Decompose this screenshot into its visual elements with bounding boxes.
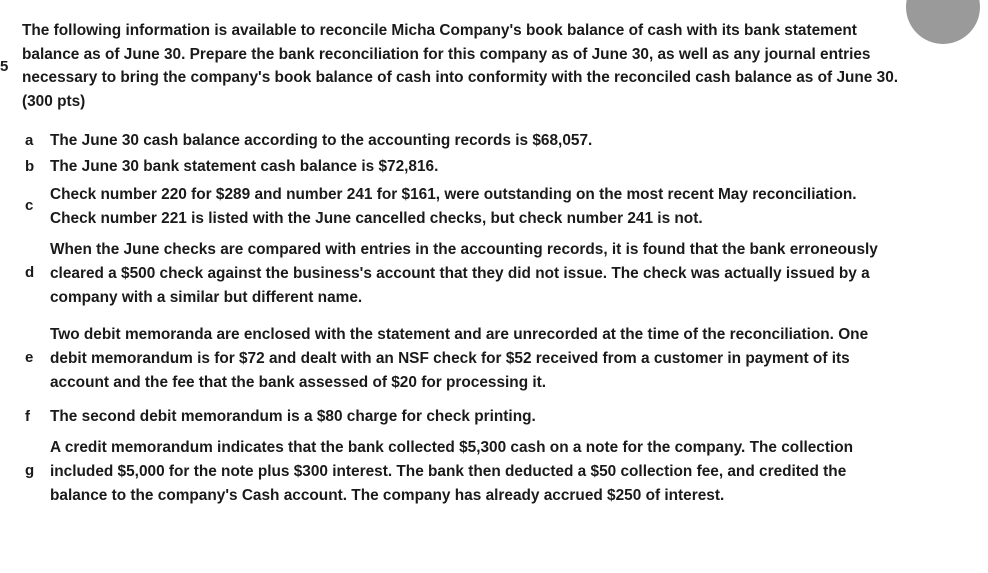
item-letter: b — [25, 158, 35, 175]
item-letter: g — [25, 462, 35, 479]
item-text: The second debit memorandum is a $80 charge for check printing. — [50, 408, 536, 425]
item-text: Check number 220 for $289 and number 241 for $161, were outstanding on the most recent May reconciliation. Check number 221 is listed with the June cancelled checks, but check number 241 is not. — [50, 186, 857, 227]
item-letter: c — [25, 197, 34, 214]
item-text: The June 30 cash balance according to the accounting records is $68,057. — [50, 132, 593, 149]
item-text: A credit memorandum indicates that the bank collected $5,300 cash on a note for the company. The collection included $5,000 for the note plus $300 interest. The bank then deducted a $50 collection fee, and credited the balance to the company's Cash account. The company has already accrued $250 of interest. — [50, 439, 854, 504]
item-text: When the June checks are compared with entries in the accounting records, it is found that the bank erroneously cleared a $500 check against the business's account that they did not issue. The check was actually issued by a company with a similar but different name. — [50, 241, 878, 306]
item-text: Two debit memoranda are enclosed with the statement and are unrecorded at the time of the reconciliation. One debit memorandum is for $72 and dealt with an NSF check for $52 received from a customer in payment of its account and the fee that the bank assessed of $20 for processing it. — [50, 326, 869, 391]
question-number: 5 — [0, 58, 9, 75]
question-intro: The following information is available to reconcile Micha Company's book balance of cash with its bank statement balance as of June 30. Prepare the bank reconciliation for this company as of June 30, as well as any journal entries necessary to bring the company's book balance of cash into conformity with the reconciled cash balance as of June 30. (300 pts) — [22, 22, 899, 110]
item-letter: e — [25, 349, 34, 366]
item-letter: d — [25, 264, 35, 281]
item-text: The June 30 bank statement cash balance is $72,816. — [50, 158, 439, 175]
item-letter: f — [25, 408, 30, 425]
item-letter: a — [25, 132, 34, 149]
